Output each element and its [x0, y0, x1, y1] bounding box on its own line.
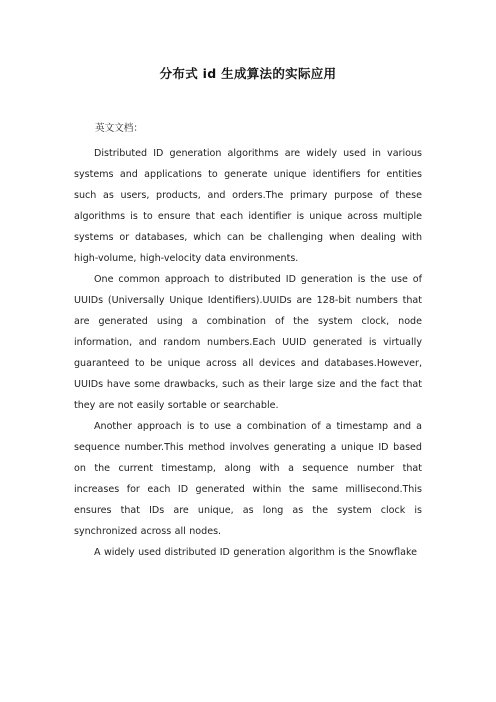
paragraph-1: Distributed ID generation algorithms are widely used in various systems and applications to generate unique identifiers for entities such as users, products, and orders.The primary purpose of these algorithms is to ensure that each identifier is unique across multiple systems or databases, which can be challenging when dealing with high-volume, high-velocity data environments. — [74, 148, 422, 264]
paragraph-4: A widely used distributed ID generation algorithm is the Snowflake — [94, 547, 418, 558]
section-label: 英文文档： — [95, 123, 143, 134]
document-title: 分布式 id 生成算法的实际应用 — [159, 66, 337, 81]
paragraph-2: One common approach to distributed ID generation is the use of UUIDs (Universally Unique Identifiers).UUIDs are 128-bit numbers that are generated using a combination of the system clock, node information, and random numbers.Each UUID generated is virtually guaranteed to be unique across all devices and databases.However, UUIDs have some drawbacks, such as their large size and the fact that they are not easily sortable or searchable. — [74, 274, 422, 411]
document-body — [74, 143, 422, 563]
paragraph-3: Another approach is to use a combination of a timestamp and a sequence number.This method involves generating a unique ID based on the current timestamp, along with a sequence number that increases for each ID generated within the same millisecond.This ensures that IDs are unique, as long as the system clock is synchronized across all nodes. — [74, 421, 422, 537]
